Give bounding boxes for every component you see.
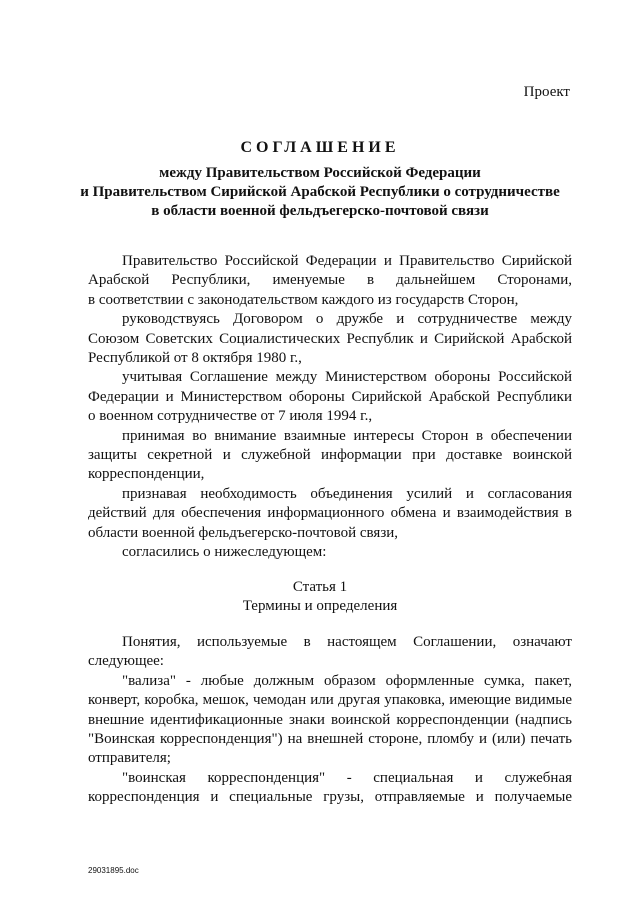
- text-line: корреспонденции,: [88, 466, 205, 483]
- text-line: "Воинская корреспонденция") на внешней стороне, пломбу и (или) печать: [88, 731, 572, 748]
- article-paragraph-2: [88, 672, 572, 769]
- text-line: следующее:: [88, 653, 164, 670]
- document-title: СОГЛАШЕНИЕ: [240, 139, 400, 156]
- text-line: признавая необходимость объединения усилий и согласования: [122, 485, 572, 502]
- text-line: "вализа" - любые должным образом оформленные сумка, пакет,: [122, 672, 572, 689]
- text-line: отправителя;: [88, 750, 171, 767]
- text-line: учитывая Соглашение между Министерством обороны Российской: [122, 369, 572, 386]
- article-paragraph-3: [88, 769, 572, 808]
- text-line: "воинская корреспонденция" - специальная и служебная: [122, 769, 572, 786]
- subtitle-line: между Правительством Российской Федерации: [159, 165, 481, 181]
- preamble: [88, 252, 572, 563]
- document-subtitle: [60, 164, 580, 221]
- text-line: Арабской Республики, именуемые в дальнейшем Сторонами,: [88, 272, 572, 289]
- subtitle-line: и Правительством Сирийской Арабской Республики о сотрудничестве: [80, 184, 560, 200]
- preamble-paragraph-4: [88, 427, 572, 485]
- text-line: Союзом Советских Социалистических Республик и Сирийской Арабской: [88, 330, 572, 347]
- text-line: внешние идентификационные знаки воинской корреспонденции (надпись: [88, 711, 572, 728]
- subtitle-line: в области военной фельдъегерско-почтовой связи: [151, 203, 489, 219]
- text-line: области военной фельдъегерско-почтовой связи,: [88, 524, 399, 541]
- text-line: о военном сотрудничестве от 7 июля 1994 г.,: [88, 408, 373, 425]
- text-line: руководствуясь Договором о дружбе и сотрудничестве между: [122, 311, 572, 328]
- preamble-paragraph-2: [88, 310, 572, 368]
- article-1-body: [88, 633, 572, 808]
- footer-file-name: 29031895.doc: [88, 866, 139, 875]
- text-line: согласились о нижеследующем:: [122, 544, 327, 561]
- text-line: Понятия, используемые в настоящем Соглашении, означают: [122, 634, 572, 650]
- text-line: Федерации и Министерством обороны Сирийской Арабской Республики: [88, 388, 572, 405]
- text-line: корреспонденция и специальные грузы, отправляемые и получаемые: [88, 789, 572, 806]
- project-label: Проект: [523, 84, 570, 100]
- article-title: Термины и определения: [242, 598, 398, 614]
- article-1-heading: [0, 578, 640, 616]
- text-line: принимая во внимание взаимные интересы Сторон в обеспечении: [122, 427, 572, 444]
- text-line: конверт, коробка, мешок, чемодан или другая упаковка, имеющие видимые: [88, 692, 572, 709]
- text-line: действий для обеспечения информационного обмена и взаимодействия в: [88, 505, 572, 522]
- preamble-paragraph-3: [88, 368, 572, 426]
- text-line: Правительство Российской Федерации и Правительство Сирийской: [122, 253, 572, 269]
- preamble-paragraph-6: [88, 543, 572, 562]
- article-paragraph-1: [88, 633, 572, 672]
- text-line: в соответствии с законодательством каждого из государств Сторон,: [88, 291, 519, 308]
- text-line: защиты секретной и служебной информации при доставке воинской: [88, 447, 572, 464]
- preamble-paragraph-1: [88, 252, 572, 310]
- article-number: Статья 1: [292, 579, 348, 595]
- text-line: Республикой от 8 октября 1980 г.,: [88, 350, 302, 367]
- preamble-paragraph-5: [88, 485, 572, 543]
